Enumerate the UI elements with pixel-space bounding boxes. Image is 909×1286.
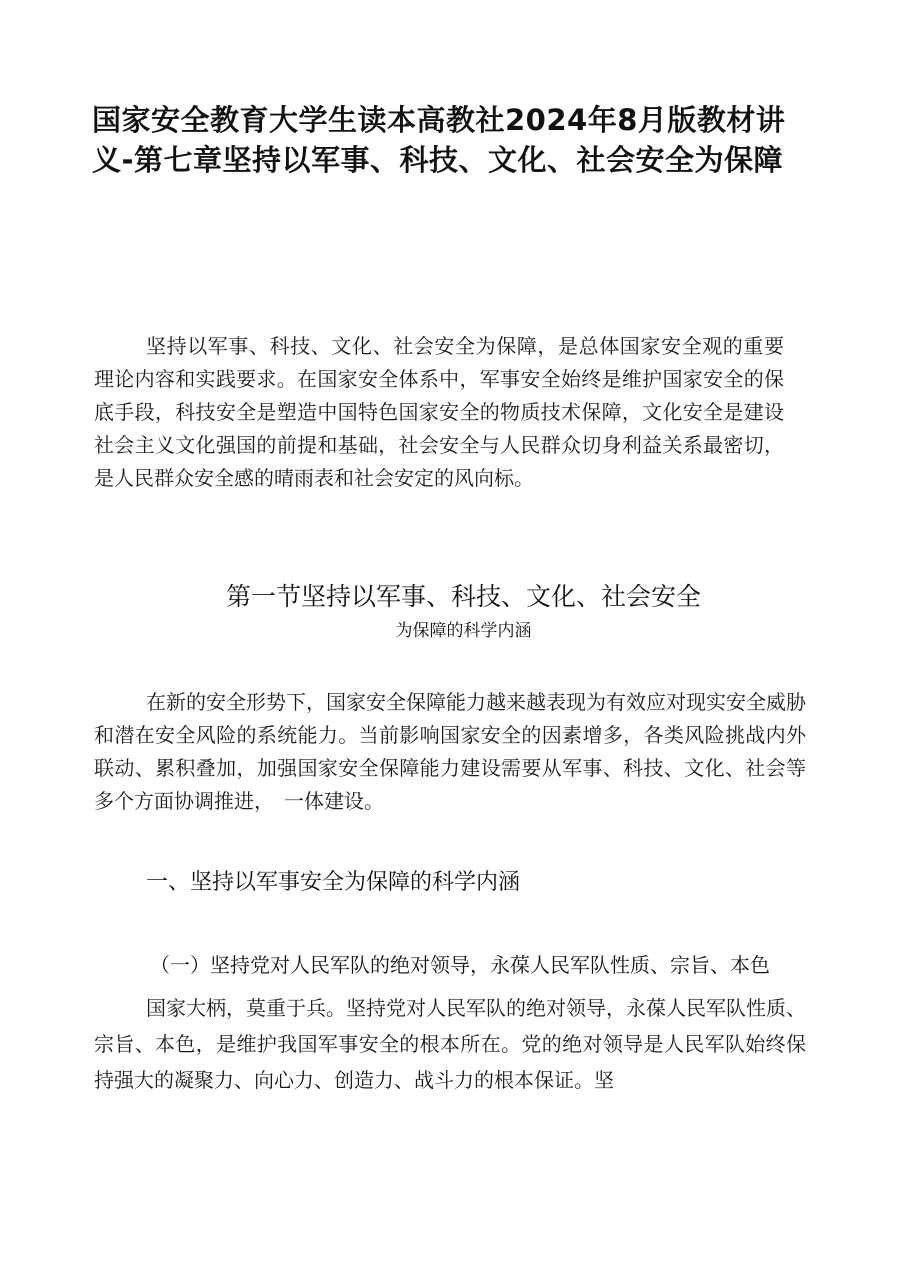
intro-paragraph: 坚持以军事、科技、文化、社会安全为保障，是总体国家安全观的重要理论内容和实践要求。在国家安全体系中，军事安全始终是维护国家安全的保底手段，科技安全是塑造中国特色国家安全的物质技术保障，文化安全是建设社会主义文化强国的前提和基础，社会安全与人民群众切身利益关系最密切，是人民群众安全感的晴雨表和社会安定的风向标。 [94, 334, 784, 490]
section-title-line2: 为保障的科学内涵 [395, 621, 532, 641]
sub-subheading: （一）坚持党对人民军队的绝对领导，永葆人民军队性质、宗旨、本色 [150, 953, 770, 977]
body-paragraph: 国家大柄，莫重于兵。坚持党对人民军队的绝对领导，永葆人民军队性质、宗旨、本色，是维护我国军事安全的根本所在。党的绝对领导是人民军队始终保持强大的凝聚力、向心力、创造力、战斗力的根本保证。坚 [94, 996, 806, 1092]
document-title: 国家安全教育大学生读本高教社2024年8月版教材讲义-第七章坚持以军事、科技、文化、社会安全为保障 [92, 103, 786, 177]
subheading: 一、坚持以军事安全为保障的科学内涵 [146, 870, 521, 895]
section-title-line1: 第一节坚持以军事、科技、文化、社会安全 [225, 582, 701, 611]
section-title [0, 580, 909, 644]
section-paragraph: 在新的安全形势下，国家安全保障能力越来越表现为有效应对现实安全威胁和潜在安全风险的系统能力。当前影响国家安全的因素增多，各类风险挑战内外联动、累积叠加，加强国家安全保障能力建设需要从军事、科技、文化、社会等多个方面协调推进， 一体建设。 [94, 690, 806, 813]
